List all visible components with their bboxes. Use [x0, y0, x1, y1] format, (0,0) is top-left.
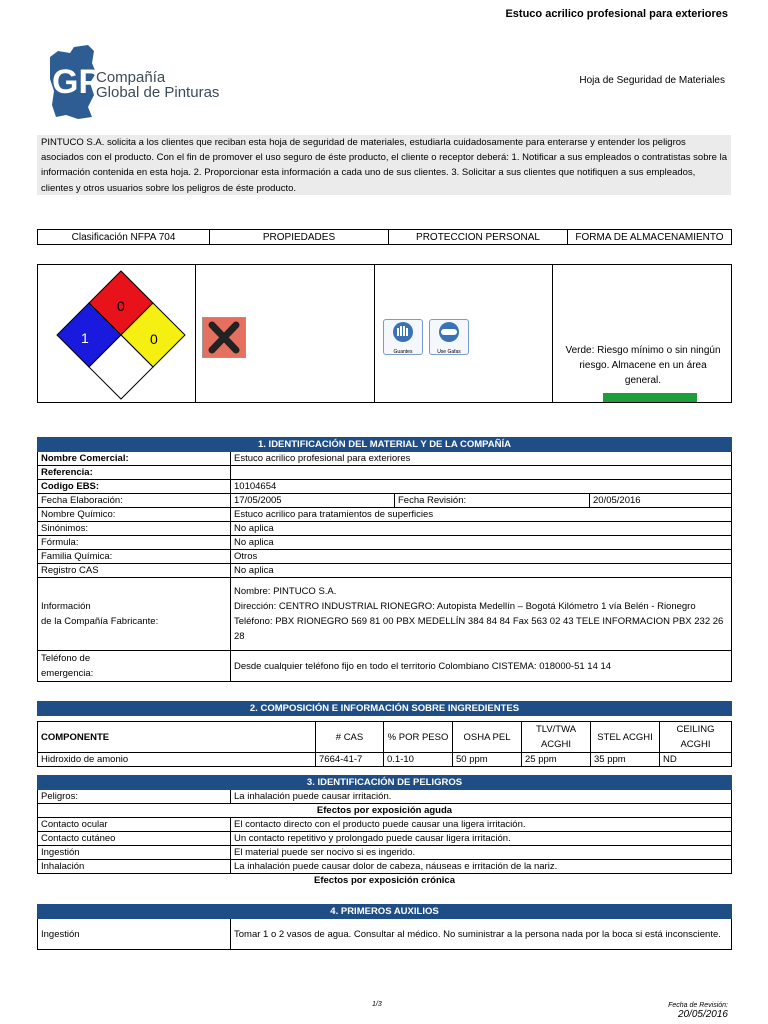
- efectos-aguda: Efectos por exposición aguda: [38, 804, 732, 818]
- document-title: Estuco acrilico profesional para exteriores: [505, 8, 728, 20]
- logo-mark: GP: [52, 63, 102, 101]
- label-cas: Registro CAS: [38, 564, 231, 578]
- section-3-table: [37, 775, 732, 887]
- info-nombre: Nombre: PINTUCO S.A.: [234, 585, 337, 597]
- nfpa-reactivity: 0: [150, 331, 158, 347]
- label-ingestion: Ingestión: [38, 846, 231, 860]
- value-fecha-revision: 20/05/2016: [590, 494, 732, 508]
- label-nombre: Nombre Comercial:: [38, 452, 231, 466]
- properties-header: PROPIEDADES: [210, 230, 389, 245]
- label-telefono-emergencia: [38, 651, 231, 682]
- goggles-label: Use Gafas: [437, 349, 461, 355]
- storage-color-bar: [603, 393, 697, 402]
- storage-text: Verde: Riesgo mínimo o sin ningún riesgo. Almacene en un área general.: [565, 345, 721, 386]
- value-telefono-emergencia: Desde cualquier teléfono fijo en todo el territorio Colombiano CISTEMA: 018000-51 14 14: [231, 651, 732, 682]
- section-4-table: [37, 904, 732, 950]
- label-quimico: Nombre Químico:: [38, 508, 231, 522]
- value-ingestion: El material puede ser nocivo si es ingerido.: [231, 846, 732, 860]
- value-familia: Otros: [231, 550, 732, 564]
- value-nombre: Estuco acrilico profesional para exteriores: [231, 452, 732, 466]
- label-peligros: Peligros:: [38, 790, 231, 804]
- col-ceiling: CEILING ACGHI: [660, 722, 732, 753]
- label-sinonimos: Sinónimos:: [38, 522, 231, 536]
- table-row: [38, 832, 732, 846]
- label-familia: Familia Química:: [38, 550, 231, 564]
- col-tlv: TLV/TWA ACGHI: [522, 722, 591, 753]
- label-fecha-elaboracion: Fecha Elaboración:: [38, 494, 231, 508]
- nfpa-health: 1: [81, 330, 89, 346]
- cell-componente: Hidroxido de amonio: [38, 753, 316, 767]
- value-contacto-ocular: El contacto directo con el producto puede causar una ligera irritación.: [231, 818, 732, 832]
- value-sinonimos: No aplica: [231, 522, 732, 536]
- value-fecha-elaboracion: 17/05/2005: [231, 494, 395, 508]
- label-info-fabricante: [38, 578, 231, 651]
- efectos-cronica: Efectos por exposición crónica: [38, 874, 732, 888]
- gloves-icon: [383, 319, 423, 355]
- section-1-table: [37, 437, 732, 682]
- document-type: Hoja de Seguridad de Materiales: [579, 75, 725, 86]
- label-fecha-revision: Fecha Revisión:: [395, 494, 590, 508]
- value-referencia: [231, 466, 732, 480]
- cell-tlv: 25 ppm: [522, 753, 591, 767]
- nfpa-diamond-icon: [38, 265, 195, 402]
- label-tel-line2: emergencia:: [41, 668, 94, 679]
- gloves-label: Guantes: [393, 349, 413, 355]
- value-peligros: La inhalación puede causar irritación.: [231, 790, 732, 804]
- table-row: [38, 818, 732, 832]
- cell-osha: 50 ppm: [453, 753, 522, 767]
- nfpa-panel: [38, 265, 196, 402]
- col-cas: # CAS: [316, 722, 384, 753]
- value-ebs: 10104654: [231, 480, 732, 494]
- nfpa-header: Clasificación NFPA 704: [38, 230, 210, 245]
- intro-paragraph: PINTUCO S.A. solicita a los clientes que reciban esta hoja de seguridad de materiales, estudiarla cuidadosamente para enterarse y entender los peligros asociados con el producto. Con el fin de promover el uso seguro de éste producto, el cliente o receptor deberá: 1. Notificar a sus empleados o contratistas sobre la información contenida en esta hoja. 2. Proporcionar esta información a cada uno de sus clientes. 3. Solicitar a sus clientes que notifiquen a sus empleados, clientes y otros usuarios sobre los peligros de éste producto.: [37, 135, 731, 195]
- classification-header-table: [37, 229, 732, 245]
- ppe-header: PROTECCION PERSONAL: [389, 230, 568, 245]
- label-referencia: Referencia:: [38, 466, 231, 480]
- label-info-line1: Información: [41, 601, 91, 612]
- cell-ceiling: ND: [660, 753, 732, 767]
- section-1-title: 1. IDENTIFICACIÓN DEL MATERIAL Y DE LA COMPAÑÍA: [38, 438, 732, 452]
- nfpa-flammability: 0: [117, 298, 125, 314]
- info-direccion: Dirección: CENTRO INDUSTRIAL RIONEGRO: Autopista Medellín – Bogotá Kilómetro 1 vía Belén - Rionegro: [234, 600, 696, 612]
- storage-header: FORMA DE ALMACENAMIENTO: [568, 230, 732, 245]
- value-auxilio-ingestion: Tomar 1 o 2 vasos de agua. Consultar al médico. No suministrar a la persona nada por la boca si está inconsciente.: [231, 919, 732, 950]
- company-name: [96, 70, 219, 100]
- section-4-title: 4. PRIMEROS AUXILIOS: [38, 905, 732, 919]
- section-2-title: 2. COMPOSICIÓN E INFORMACIÓN SOBRE INGREDIENTES: [38, 702, 732, 716]
- goggles-icon: [429, 319, 469, 355]
- footer-revision-label: Fecha de Revisión:: [668, 1002, 728, 1009]
- label-contacto-cutaneo: Contacto cutáneo: [38, 832, 231, 846]
- col-componente: COMPONENTE: [38, 722, 316, 753]
- value-contacto-cutaneo: Un contacto repetitivo y prolongado puede causar ligera irritación.: [231, 832, 732, 846]
- company-name-line2: Global de Pinturas: [96, 84, 220, 101]
- value-quimico: Estuco acrilico para tratamientos de superficies: [231, 508, 732, 522]
- table-row: [38, 846, 732, 860]
- table-row: [38, 753, 732, 767]
- label-contacto-ocular: Contacto ocular: [38, 818, 231, 832]
- company-name-line1: Compañía: [96, 69, 166, 86]
- cell-peso: 0.1-10: [384, 753, 453, 767]
- label-inhalacion: Inhalación: [38, 860, 231, 874]
- section-3-title: 3. IDENTIFICACIÓN DE PELIGROS: [38, 776, 732, 790]
- col-stel: STEL ACGHI: [591, 722, 660, 753]
- harmful-icon: [202, 317, 246, 358]
- label-ebs: Codigo EBS:: [38, 480, 231, 494]
- label-info-line2: de la Compañía Fabricante:: [41, 616, 159, 627]
- page-number: 1/3: [372, 1001, 382, 1008]
- cell-cas: 7664-41-7: [316, 753, 384, 767]
- label-tel-line1: Teléfono de: [41, 653, 91, 664]
- col-osha: OSHA PEL: [453, 722, 522, 753]
- cell-stel: 35 ppm: [591, 753, 660, 767]
- footer-revision-date: 20/05/2016: [677, 1009, 728, 1020]
- ppe-panel: [375, 265, 553, 402]
- col-peso: % POR PESO: [384, 722, 453, 753]
- table-row: [38, 860, 732, 874]
- label-auxilio-ingestion: Ingestión: [38, 919, 231, 950]
- classification-panels: [37, 264, 732, 403]
- properties-panel: [196, 265, 375, 402]
- label-formula: Fórmula:: [38, 536, 231, 550]
- info-telefono: Teléfono: PBX RIONEGRO 569 81 00 PBX MEDELLÍN 384 84 84 Fax 563 02 43 TELE INFORMACION PBX 232 26 28: [234, 616, 724, 643]
- section-2-table: [37, 701, 732, 767]
- storage-panel: [553, 265, 731, 402]
- value-inhalacion: La inhalación puede causar dolor de cabeza, náuseas e irritación de la nariz.: [231, 860, 732, 874]
- value-info-fabricante: [231, 578, 732, 651]
- value-formula: No aplica: [231, 536, 732, 550]
- value-cas: No aplica: [231, 564, 732, 578]
